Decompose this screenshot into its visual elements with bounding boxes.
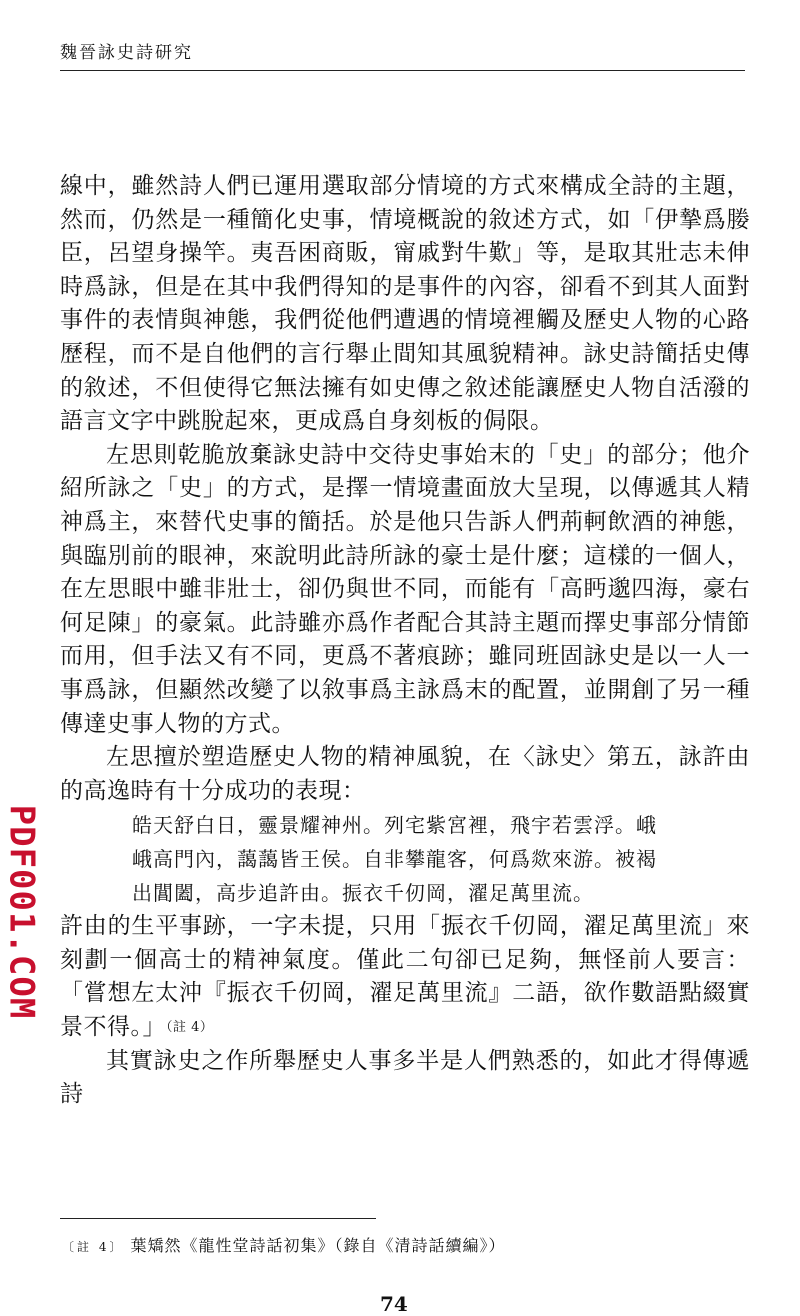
paragraph-5: 其實詠史之作所舉歷史人事多半是人們熟悉的，如此才得傳遞詩 [60, 1047, 750, 1108]
header-divider [60, 70, 745, 71]
footnote-reference: （註 4） [166, 1020, 214, 1036]
footnote-divider [60, 1218, 376, 1219]
paragraph-1: 線中，雖然詩人們已運用選取部分情境的方式來構成全詩的主題，然而，仍然是一種簡化史事，情境概說的敘述方式，如「伊摯爲媵臣，呂望身操竿。夷吾困商販，甯戚對牛歎」等，是取其壯志未伸時爲詠，但是在其中我們得知的是事件的內容，卻看不到其人面對事件的表情與神態，我們從他們遭遇的情境裡觸及歷史人物的心路歷程，而不是自他們的言行舉止間知其風貌精神。詠史詩簡括史傳的敘述，不但使得它無法擁有如史傳之敘述能讓歷史人物自活潑的語言文字中跳脫起來，更成爲自身刻板的侷限。 [60, 173, 750, 435]
footnote-text: 葉矯然《龍性堂詩話初集》（錄自《清詩話續編》） [130, 1236, 506, 1255]
paragraph-4 [60, 910, 750, 1044]
paragraph-2: 左思則乾脆放棄詠史詩中交待史事始末的「史」的部分；他介紹所詠之「史」的方式，是擇一情境畫面放大呈現，以傳遞其人精神爲主，來替代史事的簡括。於是他只告訴人們荊軻飲酒的神態，與臨別前的眼神，來說明此詩所詠的豪士是什麼；這樣的一個人，在左思眼中雖非壯士，卻仍與世不同，而能有「高眄邈四海，豪右何足陳」的豪氣。此詩雖亦爲作者配合其詩主題而擇史事部分情節而用，但手法又有不同，更爲不著痕跡；雖同班固詠史是以一人一事爲詠，但顯然改變了以敘事爲主詠爲末的配置，並開創了另一種傳達史事人物的方式。 [60, 441, 750, 737]
poem-line-3: 出閶闔，高步追許由。振衣千仞岡，濯足萬里流。 [132, 881, 594, 906]
watermark-text: PDF001.COM [1, 804, 42, 1020]
paragraph-4-text: 許由的生平事跡，一字未提，只用「振衣千仞岡，濯足萬里流」來刻劃一個高士的精神氣度。僅此二句卻已足夠，無怪前人要言：「嘗想左太沖『振衣千仞岡，濯足萬里流』二語，欲作數語點綴實景不得。」 [60, 913, 750, 1041]
footnote-label: 〔註 4〕 [62, 1240, 125, 1254]
main-text [60, 170, 750, 1112]
page-number: 74 [380, 1292, 408, 1316]
footnote [62, 1233, 752, 1256]
paragraph-3: 左思擅於塑造歷史人物的精神風貌，在〈詠史〉第五，詠許由的高逸時有十分成功的表現： [60, 744, 750, 804]
poem-line-2: 峨高門內，藹藹皆王侯。自非攀龍客，何爲欻來游。被褐 [132, 847, 657, 872]
watermark [0, 804, 42, 1020]
poem-line-1: 皓天舒白日，靈景耀神州。列宅紫宮裡，飛宇若雲浮。峨 [132, 813, 657, 838]
poem-quote [60, 808, 750, 910]
running-header: 魏晉詠史詩研究 [60, 43, 193, 63]
